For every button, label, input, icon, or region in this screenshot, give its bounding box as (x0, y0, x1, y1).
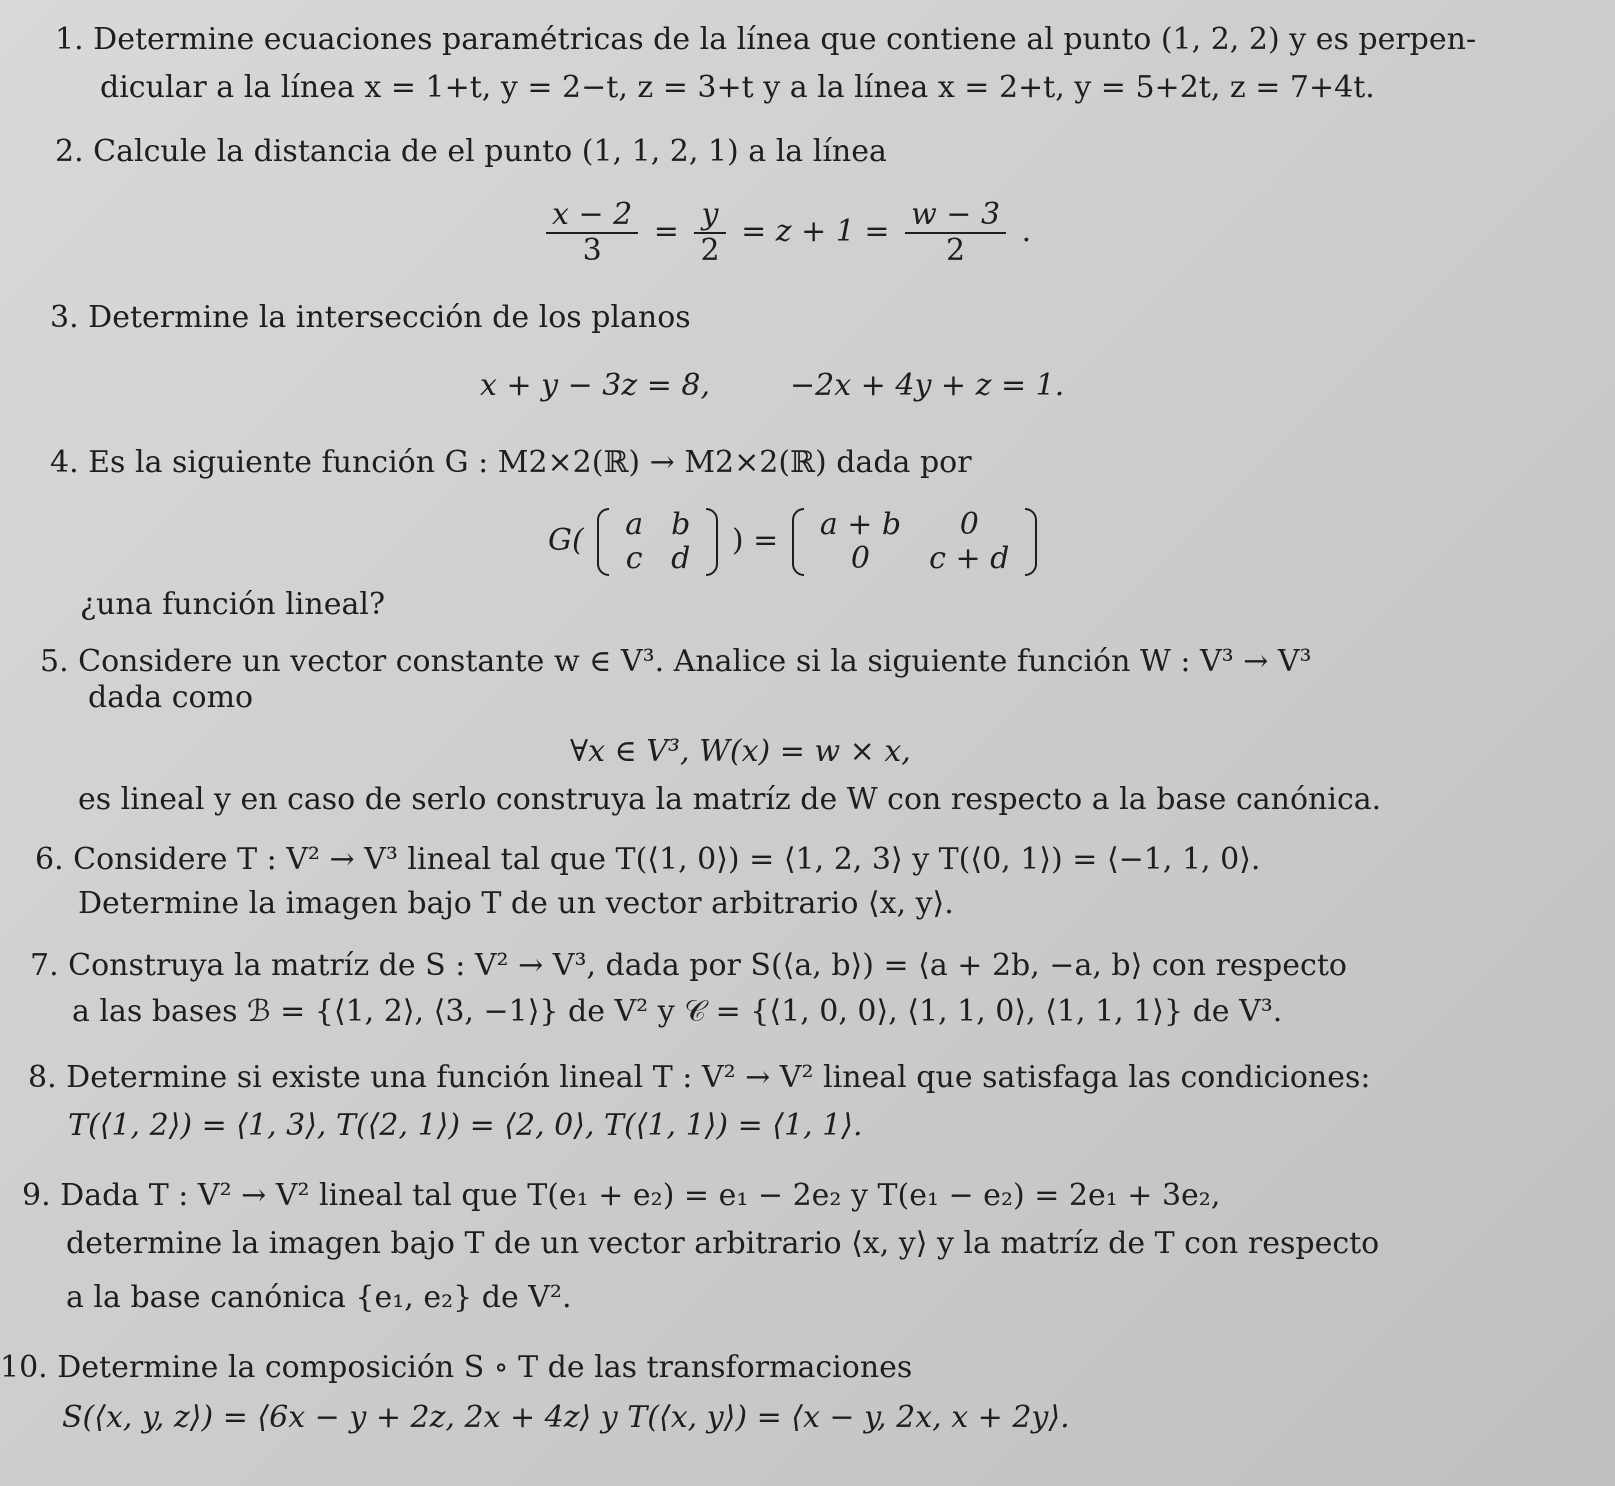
fraction-3: $\frac{w - 3}{2}$ (905, 198, 1006, 268)
fraction-2: $\frac{y}{2}$ (694, 198, 725, 268)
problem-5-line-1: 5. Considere un vector constante w ∈ V³. Analice si la siguiente función W : V³ → V³ (40, 644, 1312, 679)
problem-3-line-1: 3. Determine la intersección de los planos (50, 300, 691, 335)
problem-9-line-3: a la base canónica {e₁, e₂} de V². (66, 1280, 572, 1315)
matrix-output: a + b 0 0 c + d (792, 508, 1038, 576)
plane-2: −2x + 4y + z = 1. (790, 368, 1065, 403)
problem-1-line-1: 1. Determine ecuaciones paramétricas de la línea que contiene al punto (1, 2, 2) y es perpen- (55, 22, 1477, 57)
problem-5-line-2: dada como (88, 680, 254, 715)
fraction-1: $\frac{x - 2}{3}$ (546, 198, 638, 268)
problem-6-line-2: Determine la imagen bajo T de un vector arbitrario ⟨x, y⟩. (78, 886, 954, 921)
problem-6-line-1: 6. Considere T : V² → V³ lineal tal que T(⟨1, 0⟩) = ⟨1, 2, 3⟩ y T(⟨0, 1⟩) = ⟨−1, 1, 0⟩. (35, 842, 1261, 877)
problem-4-line-1: 4. Es la siguiente función G : M2×2(ℝ) → M2×2(ℝ) dada por (50, 445, 972, 480)
problem-1-line-2: dicular a la línea x = 1+t, y = 2−t, z = 3+t y a la línea x = 2+t, y = 5+2t, z = 7+4t. (100, 70, 1375, 105)
problem-7-line-2: a las bases ℬ = {⟨1, 2⟩, ⟨3, −1⟩} de V² y 𝒞 = {⟨1, 0, 0⟩, ⟨1, 1, 0⟩, ⟨1, 1, 1⟩} de V³. (72, 994, 1283, 1029)
problem-8-line-2: T(⟨1, 2⟩) = ⟨1, 3⟩, T(⟨2, 1⟩) = ⟨2, 0⟩, T(⟨1, 1⟩) = ⟨1, 1⟩. (68, 1108, 863, 1143)
problem-2-line-1: 2. Calcule la distancia de el punto (1, 1, 2, 1) a la línea (55, 134, 887, 169)
problem-5-tail: es lineal y en caso de serlo construya la matríz de W con respecto a la base canónica. (78, 782, 1382, 817)
problem-2-equation: $\frac{x - 2}{3}$ = $\frac{y}{2}$ = z + 1 = $\frac{w - 3}{2}$ . (540, 198, 1031, 268)
problem-10-line-1: 10. Determine la composición S ∘ T de las transformaciones (0, 1350, 913, 1385)
problem-9-line-2: determine la imagen bajo T de un vector arbitrario ⟨x, y⟩ y la matríz de T con respecto (66, 1226, 1380, 1261)
plane-1: x + y − 3z = 8, (480, 368, 711, 403)
problem-4-question: ¿una función lineal? (80, 587, 386, 622)
problem-8-line-1: 8. Determine si existe una función lineal T : V² → V² lineal que satisfaga las condiciones: (28, 1060, 1371, 1095)
problem-7-line-1: 7. Construya la matríz de S : V² → V³, dada por S(⟨a, b⟩) = ⟨a + 2b, −a, b⟩ con respecto (30, 948, 1347, 983)
problem-9-line-1: 9. Dada T : V² → V² lineal tal que T(e₁ + e₂) = e₁ − 2e₂ y T(e₁ − e₂) = 2e₁ + 3e₂, (22, 1178, 1221, 1213)
problem-5-formula: ∀x ∈ V³, W(x) = w × x, (570, 734, 911, 769)
problem-4-matrix-eq: G( a b c d ) = a + b 0 0 c + d (548, 508, 1041, 576)
matrix-input: a b c d (597, 508, 718, 576)
problem-10-line-2: S(⟨x, y, z⟩) = ⟨6x − y + 2z, 2x + 4z⟩ y T(⟨x, y⟩) = ⟨x − y, 2x, x + 2y⟩. (62, 1400, 1070, 1435)
